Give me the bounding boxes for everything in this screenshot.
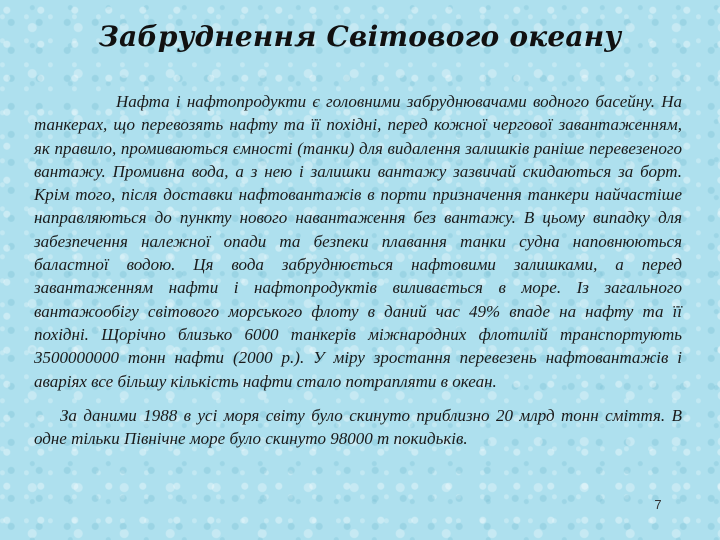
paragraph-waste-dumping: За даними 1988 в усі моря світу було скинуто приблизно 20 млрд тонн сміття. В одне тільки Північне море було скинуто 98000 т покидьків.	[34, 405, 682, 449]
page-number: 7	[654, 497, 662, 512]
slide-body	[34, 90, 682, 450]
slide-title: Забруднення Світового океану	[98, 20, 622, 53]
paragraph-oil-pollution: Нафта і нафтопродукти є головними забруднювачами водного басейну. На танкерах, що перевозять нафту та її похідні, перед кожної чергової завантаженням, як правило, промиваються ємності (танки) для видалення залишків раніше перевезеного вантажу. Промивна вода, а з нею і залишки вантажу зазвичай скидаються за борт. Крім того, після доставки нафтовантажів в порти призначення танкери найчастіше направляються до пункту нового навантаження без вантажу. В цьому випадку для забезпечення належної опади та безпеки плавання танки судна наповнюються баластної водою. Ця вода забруднюється нафтовими залишками, а перед завантаженням нафти і нафтопродуктів виливається в море. Із загального вантажообігу світового морського флоту в даний час 49% впаде на нафту та її похідні. Щорічно близько 6000 танкерів міжнародних флотилій транспортують 3500000000 тонн нафти (2000 р.). У міру зростання перевезень нафтовантажів і аваріях все більшу кількість нафти стало потрапляти в океан.	[34, 92, 682, 391]
